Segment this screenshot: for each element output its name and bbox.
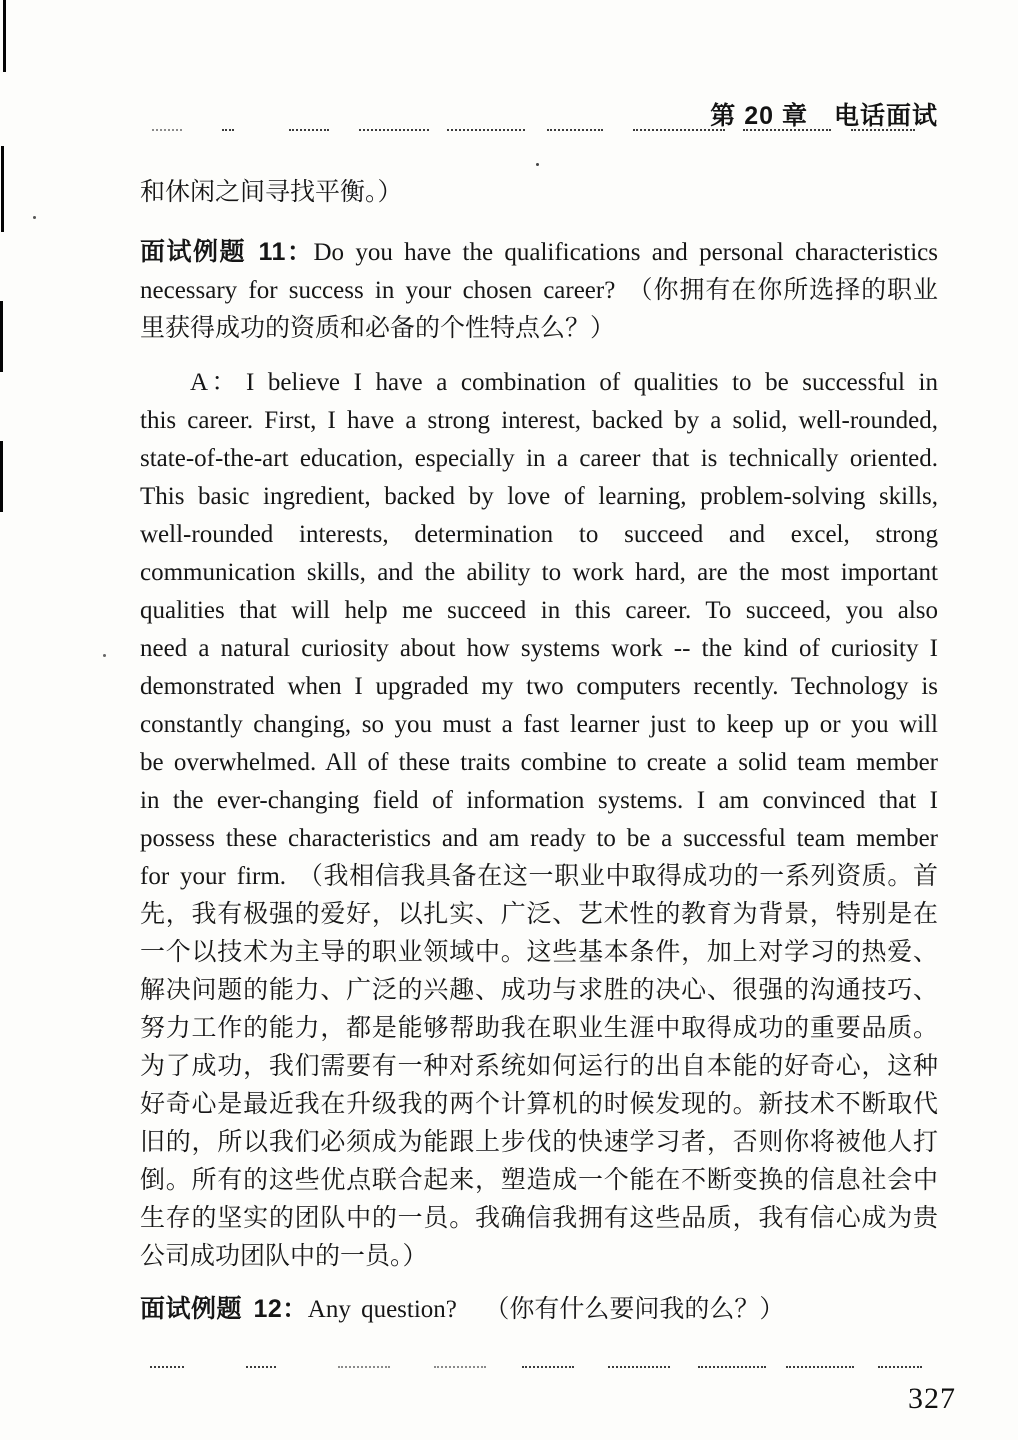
example-11-answer-zh: （我相信我具备在这一职业中取得成功的一系列资质。首先，我有极强的爱好，以扎实、广泛、艺术性的教育为背景，特别是在一个以技术为主导的职业领域中。这些基本条件，加上对学习的热爱、解决问题的能力、广泛的兴趣、成功与求胜的决心、很强的沟通技巧、努力工作的能力，都是能够帮助我在职业生涯中取得成功的重要品质。为了成功，我们需要有一种对系统如何运行的出自本能的好奇心，这种好奇心是最近我在升级我的两个计算机的时候发现的。新技术不断取代旧的，所以我们必须成为能跟上步伐的快速学习者，否则你将被他人打倒。所有的这些优点联合起来，塑造成一个能在不断变换的信息社会中生存的坚实的团队中的一员。我确信我拥有这些品质，我有信心成为贵公司成功团队中的一员。） [140, 863, 938, 1270]
scan-artifact-speck [536, 163, 539, 166]
continuation-line: 和休闲之间寻找平衡。） [140, 179, 403, 206]
example-11-question-zh: （你拥有在你所选择的职业里获得成功的资质和必备的个性特点么？） [140, 277, 938, 342]
example-11-label: 面试例题 11： [140, 238, 314, 266]
example-12-label: 面试例题 12： [140, 1295, 308, 1323]
scan-artifact-bar [0, 301, 3, 372]
scan-artifact-speck [33, 216, 36, 219]
example-11-answer-en: I believe I have a combination of qualities to be successful in this career. First, I have a strong interest, backed by a solid, well-rounded, state-of-the-art education, especially in a career that is technically oriented. This basic ingredient, backed by love of learning, problem-solving skills, well-rounded interests, determination to succeed and excel, strong communication skills, and the ability to work hard, are the most important qualities that will help me succeed in this career. To succeed, you also need a natural curiosity about how systems work -- the kind of curiosity I demonstrated when I upgraded my two computers recently. Technology is constantly changing, so you must a fast learner just to keep up or you will be overwhelmed. All of these traits combine to create a solid team member in the ever-changing field of information systems. I am convinced that I possess these characteristics and am ready to be a successful team member for your firm. [140, 369, 938, 890]
example-12-question [140, 1290, 938, 1329]
scan-artifact-bar [0, 441, 3, 512]
scan-artifact-speck [103, 654, 106, 657]
page-number: 327 [908, 1382, 956, 1415]
scan-artifact-bar [1, 146, 4, 232]
header-dotted-rule [152, 129, 952, 131]
scan-artifact-bar [3, 0, 6, 72]
footer-dotted-rule [150, 1366, 940, 1368]
page-body [140, 160, 938, 1329]
example-11-question [140, 233, 938, 348]
example-11-question-en: Do you have the qualifications and personal characteristics necessary for success in your chosen career? [140, 239, 938, 304]
example-12-question-zh: （你有什么要问我的么？） [484, 1296, 785, 1323]
answer-label: A： [190, 369, 240, 396]
example-12-question-en: Any question? [307, 1296, 457, 1323]
example-11-answer [140, 364, 938, 1276]
chapter-header: 第 20 章 电话面试 [710, 102, 938, 130]
